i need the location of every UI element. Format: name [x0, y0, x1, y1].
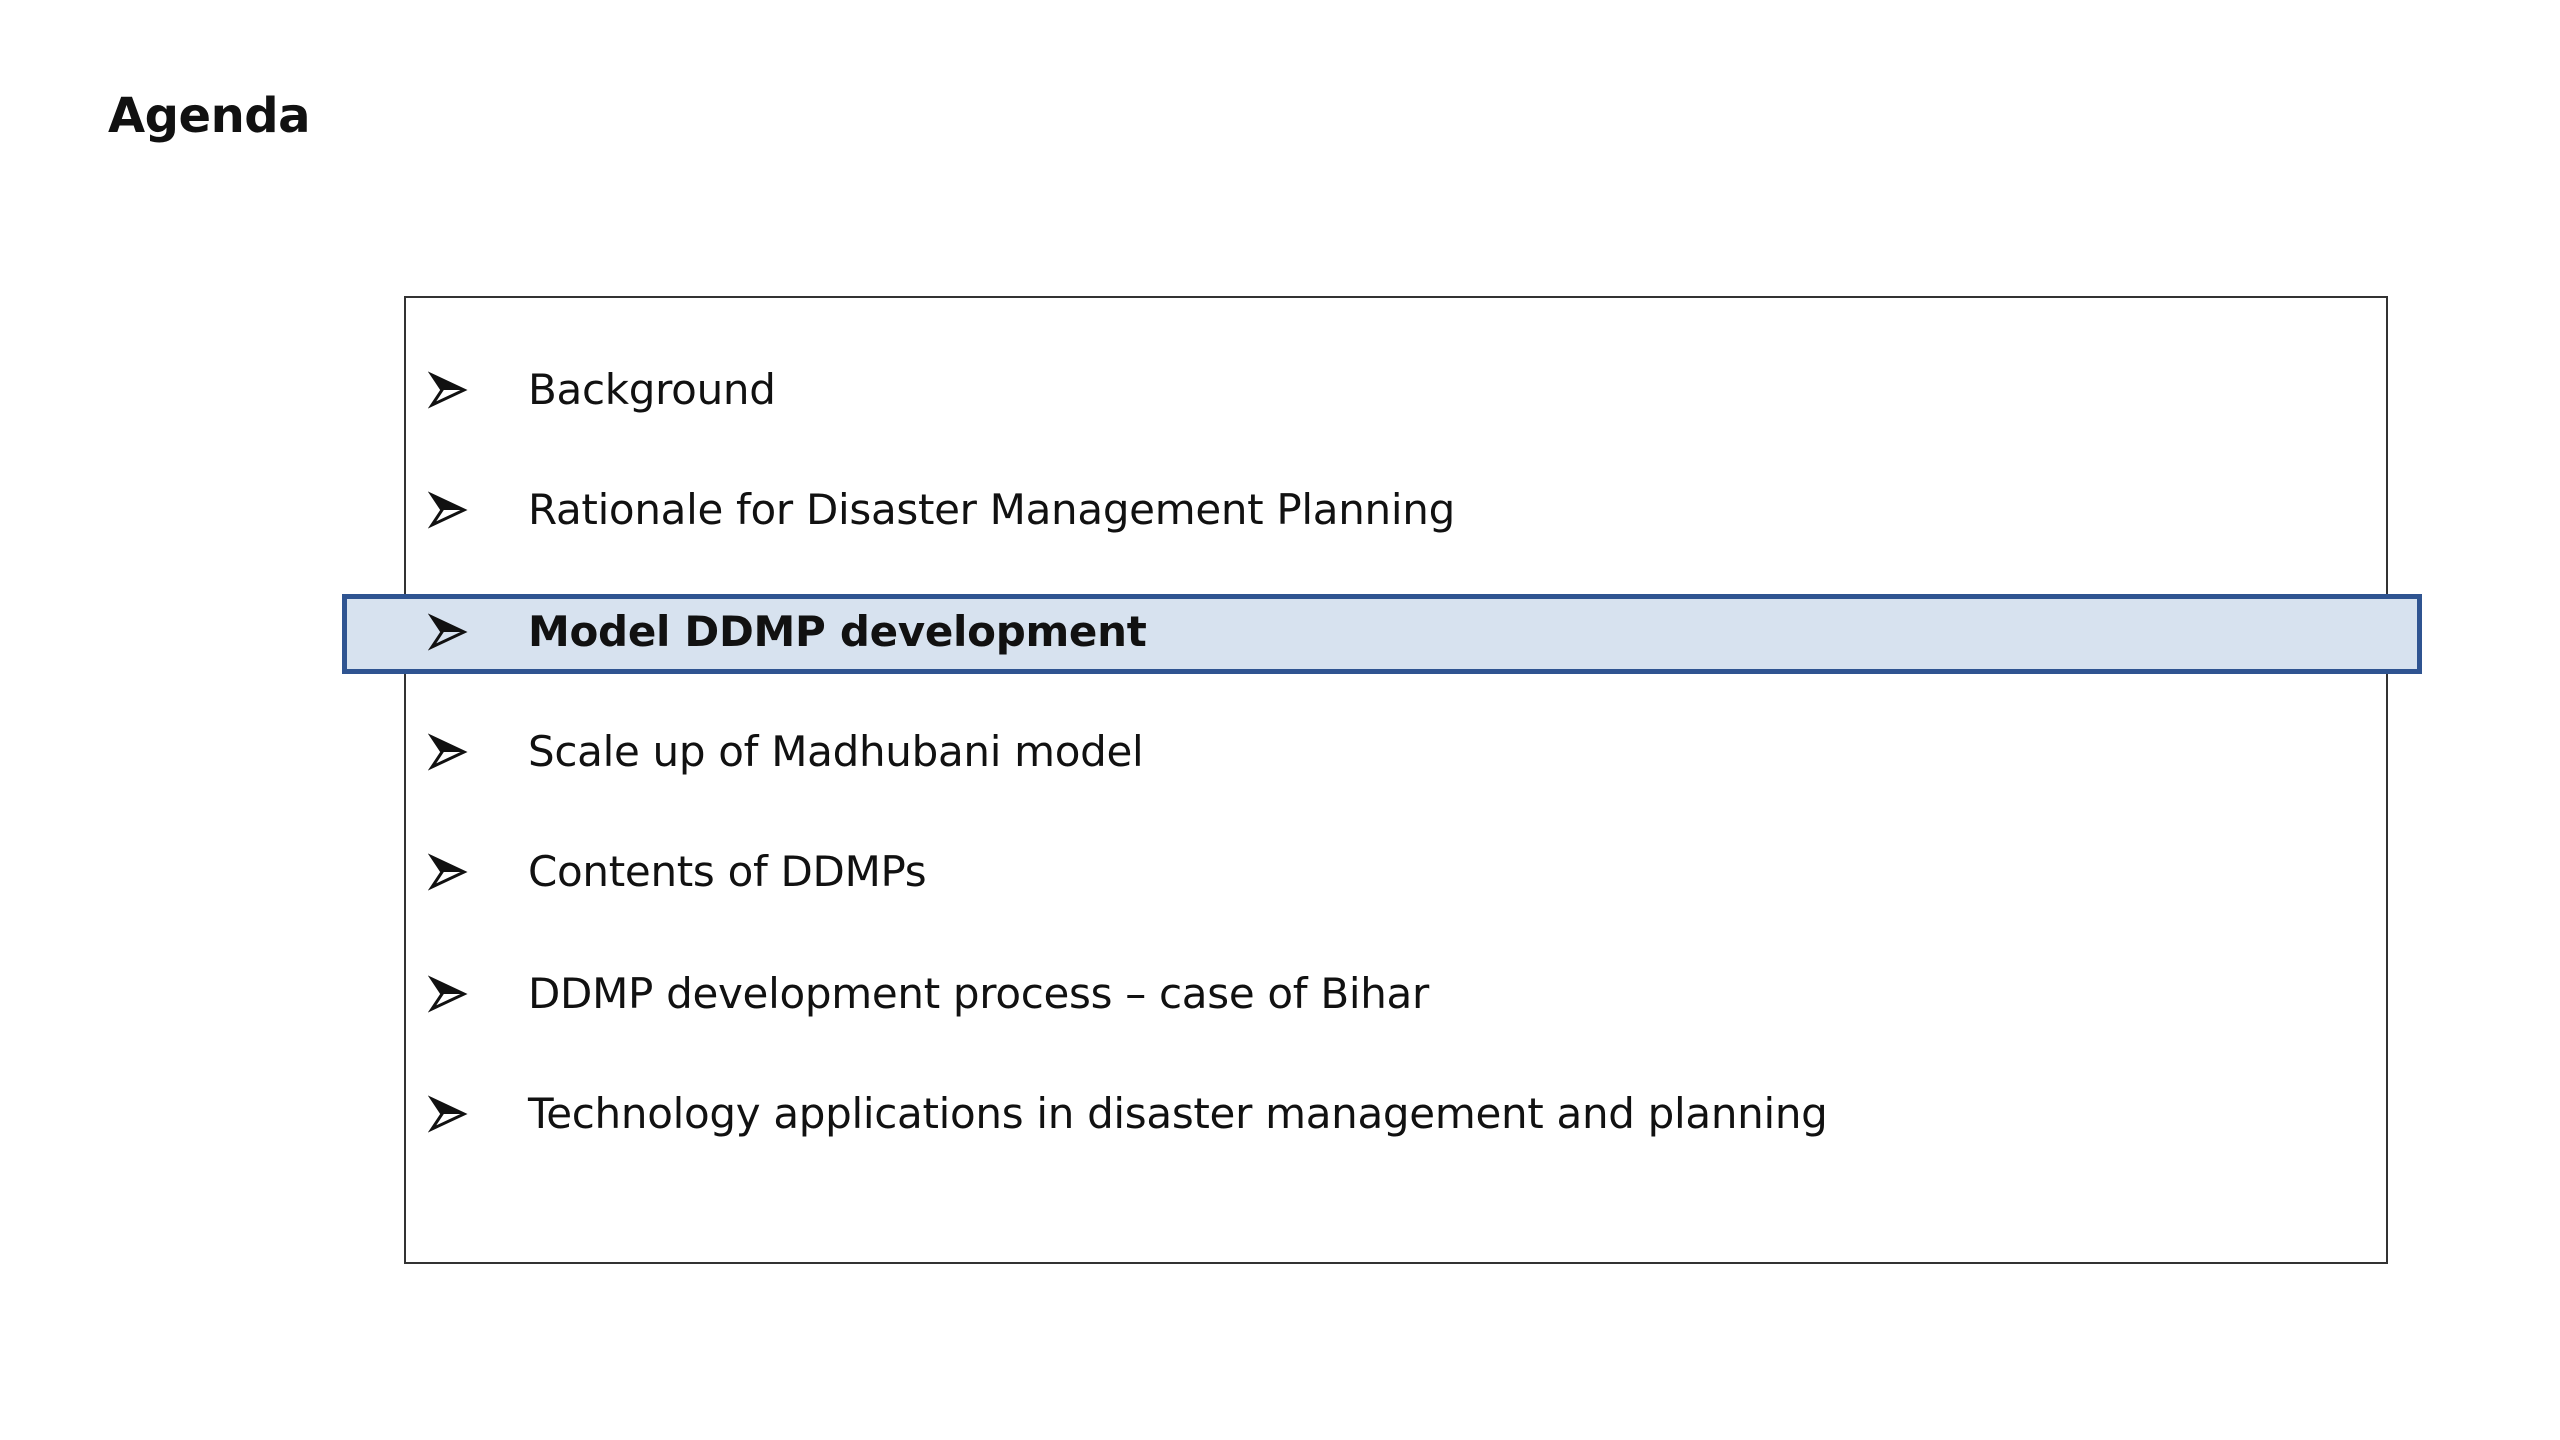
agenda-item-scale-up — [428, 722, 1144, 782]
agenda-item-label: Technology applications in disaster management and planning — [528, 1089, 1828, 1138]
agenda-item-label: Scale up of Madhubani model — [528, 727, 1144, 776]
arrowhead-bullet-icon — [428, 974, 468, 1014]
agenda-item-label: DDMP development process – case of Bihar — [528, 969, 1429, 1018]
agenda-item-contents — [428, 842, 927, 902]
agenda-item-label: Contents of DDMPs — [528, 847, 927, 896]
agenda-item-model-ddmp — [428, 602, 1147, 662]
arrowhead-bullet-icon — [428, 852, 468, 892]
agenda-item-label: Background — [528, 365, 776, 414]
arrowhead-bullet-icon — [428, 1094, 468, 1134]
agenda-item-process — [428, 964, 1429, 1024]
arrowhead-bullet-icon — [428, 732, 468, 772]
agenda-item-rationale — [428, 480, 1455, 540]
arrowhead-bullet-icon — [428, 612, 468, 652]
agenda-item-label: Rationale for Disaster Management Planning — [528, 485, 1455, 534]
agenda-item-technology — [428, 1084, 1828, 1144]
agenda-item-background — [428, 360, 776, 420]
arrowhead-bullet-icon — [428, 490, 468, 530]
agenda-item-label: Model DDMP development — [528, 607, 1147, 656]
arrowhead-bullet-icon — [428, 370, 468, 410]
slide-title: Agenda — [108, 88, 310, 144]
